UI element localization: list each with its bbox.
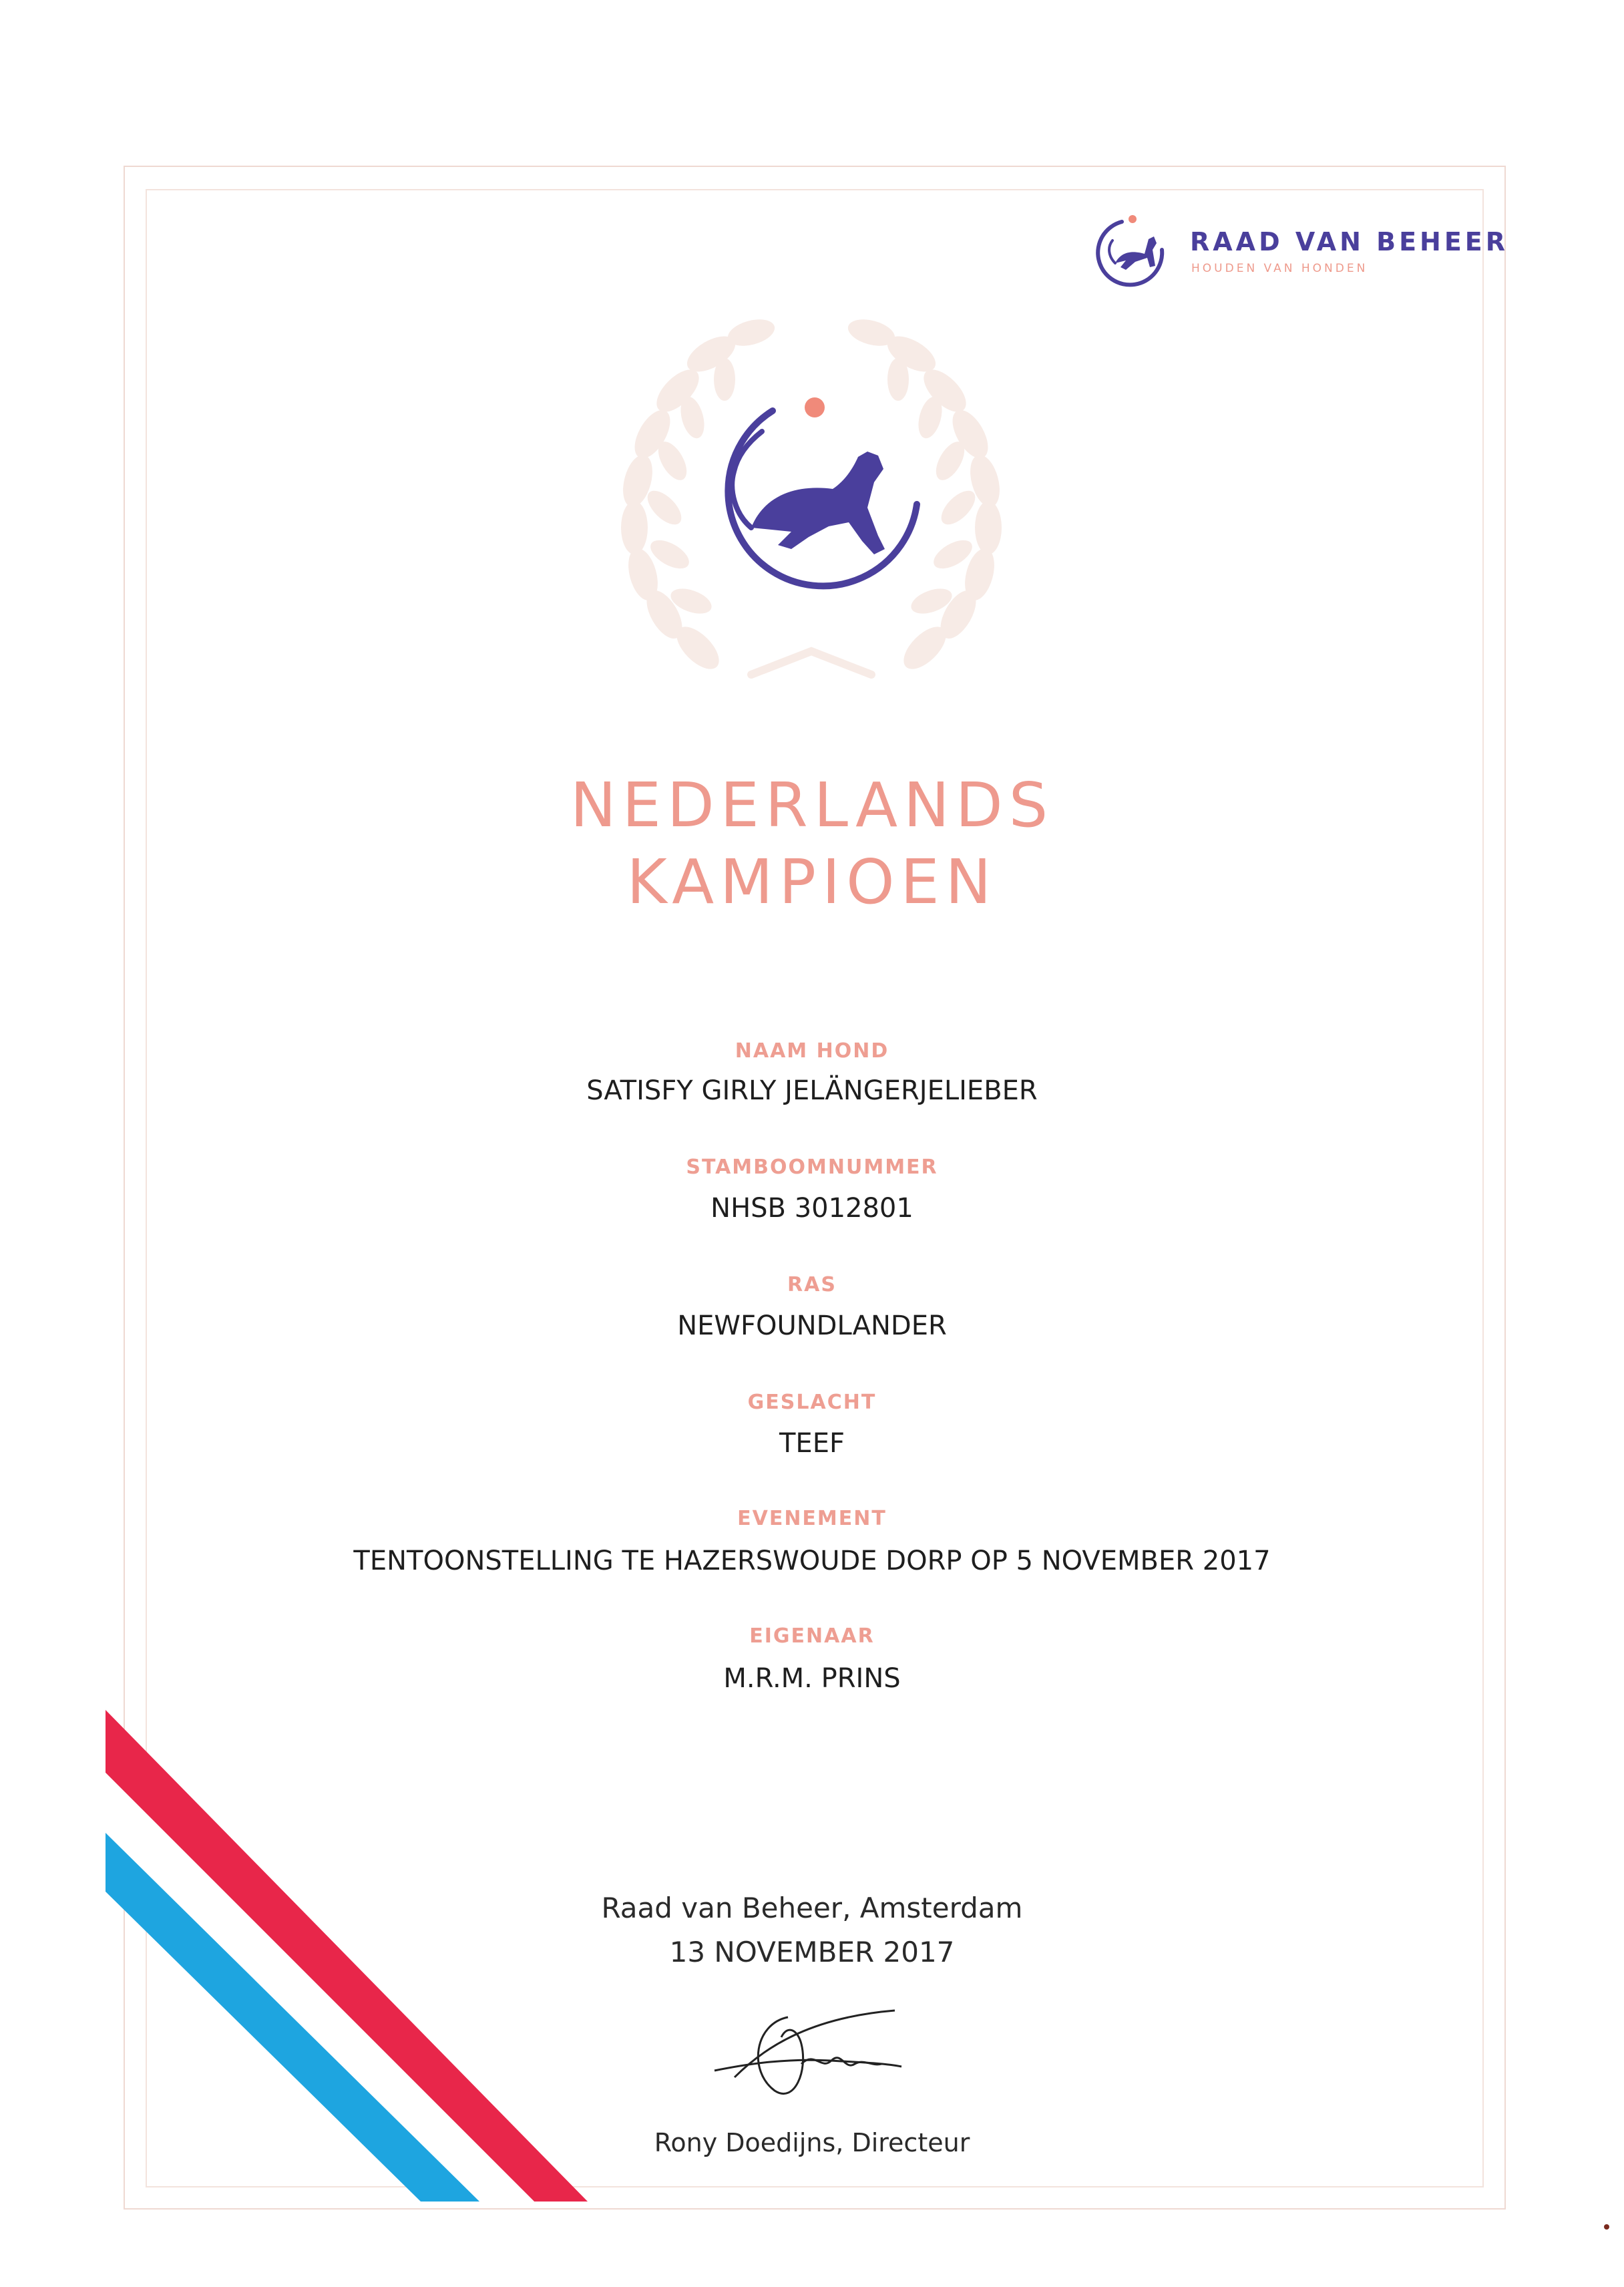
dog-jumping-logo-icon <box>1095 210 1175 290</box>
breed-label: RAS <box>787 1273 837 1296</box>
certificate-title-line1: NEDERLANDS <box>570 769 1054 841</box>
paper-speck <box>1604 2224 1609 2230</box>
owner-value: M.R.M. PRINS <box>723 1663 901 1694</box>
event-value: TENTOONSTELLING TE HAZERSWOUDE DORP OP 5 NOVEMBER 2017 <box>353 1546 1271 1576</box>
breed-value: NEWFOUNDLANDER <box>677 1310 947 1341</box>
organization-brand <box>1095 210 1509 297</box>
sex-value: TEEF <box>779 1428 845 1459</box>
dog-name-label: NAAM HOND <box>735 1039 889 1063</box>
signatory-name: Rony Doedijns, Directeur <box>654 2128 970 2157</box>
championship-emblem <box>598 314 1025 695</box>
event-label: EVENEMENT <box>737 1507 887 1530</box>
dog-name-value: SATISFY GIRLY JELÄNGERJELIEBER <box>586 1075 1038 1106</box>
dog-jumping-emblem-icon <box>728 397 917 586</box>
dutch-flag-ribbon <box>0 1710 601 2287</box>
owner-label: EIGENAAR <box>749 1624 875 1648</box>
pedigree-number-value: NHSB 3012801 <box>710 1193 914 1224</box>
organization-name: RAAD VAN BEHEER <box>1190 227 1509 256</box>
signature-image <box>708 1997 908 2111</box>
certificate-title-line2: KAMPIOEN <box>626 846 998 918</box>
pedigree-number-label: STAMBOOMNUMMER <box>686 1156 938 1179</box>
issuer-text: Raad van Beheer, Amsterdam <box>601 1892 1023 1924</box>
organization-tagline: HOUDEN VAN HONDEN <box>1191 262 1368 275</box>
sex-label: GESLACHT <box>747 1391 877 1414</box>
issue-date: 13 NOVEMBER 2017 <box>669 1936 955 1968</box>
